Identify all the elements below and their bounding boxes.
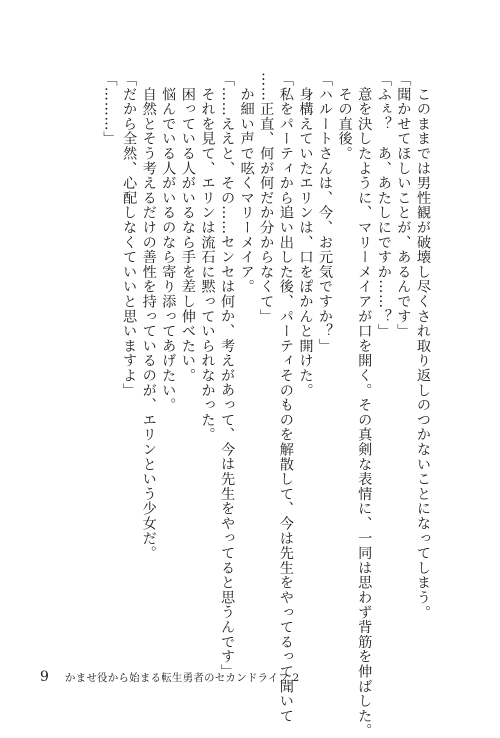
page-footer (40, 669, 299, 685)
text-line: 悩んでいる人がいるのなら寄り添ってあげたい。 (160, 72, 177, 413)
text-line: か細い声で呟くマリーメイア。 (238, 72, 255, 294)
text-line: このままでは男性観が破壊し尽くされ取り返しのつかないことになってしまう。 (415, 72, 431, 620)
text-line: 困っている人がいるなら手を差し伸べたい。 (179, 72, 196, 383)
text-line: 「だから全然、心配しなくていいと思いますよ」 (121, 72, 138, 398)
text-line: 「………」 (101, 72, 118, 146)
text-line: 「……ええと、その……センセは何か、考えがあって、今は先生をやってると思うんです」 (219, 72, 236, 679)
page-number: 9 (40, 669, 49, 685)
text-line: 意を決したように、マリーメイアが口を開く。その真剣な表情に、一同は思わず背筋を伸ばした。 (356, 72, 373, 738)
text-line: 「聞かせてほしいことが、あるんです」 (395, 72, 412, 339)
text-line: それを見て、エリンは流石に黙っていられなかった。 (199, 72, 216, 442)
text-line: ……正直、何が何だか分からなくて」 (258, 72, 275, 324)
book-title: かませ役から始まる転生勇者のセカンドライフ 2 (64, 672, 300, 684)
text-line: その直後。 (336, 72, 353, 161)
text-line: 「ふぇ？ あ、あたしにですか……？」 (375, 72, 392, 339)
text-line: 身構えていたエリンは、口をぽかんと開けた。 (297, 72, 314, 398)
text-line: 「ハルートさんは、今、お元気ですか？」 (317, 72, 334, 354)
text-line: 「私をパーティから追い出した後、パーティそのものを解散して、今は先生をやってるって聞いて (277, 72, 294, 724)
text-line: 自然とそう考えるだけの善性を持っているのが、エリンという少女だ。 (140, 72, 157, 561)
